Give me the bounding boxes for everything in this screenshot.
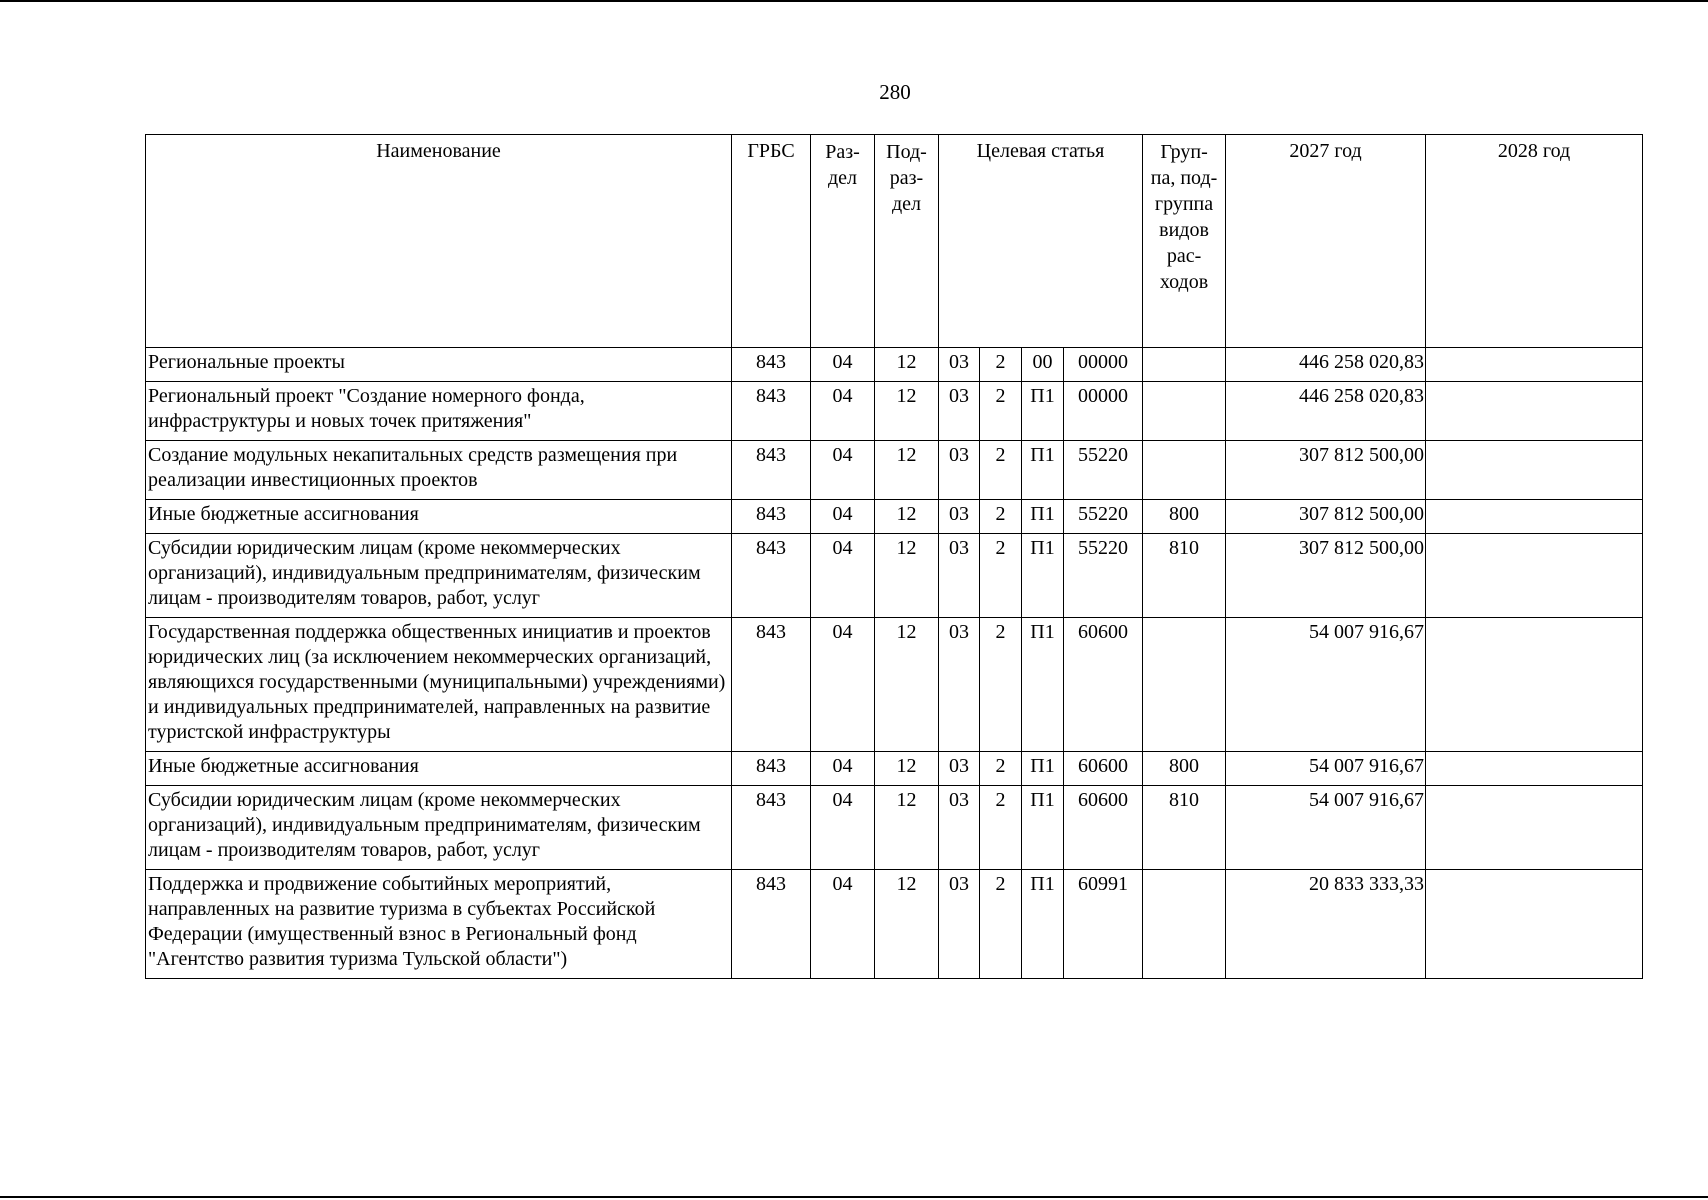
cell-target-program: 03 bbox=[939, 441, 980, 500]
cell-name: Государственная поддержка общественных инициатив и проектов юридических лиц (за исключением некоммерческих организаций, являющихся государственными (муниципальными) учреждениями) и индивидуальных предпринимателей, направленных на развитие туристской инфраструктуры bbox=[146, 618, 732, 752]
cell-razdel: 04 bbox=[811, 786, 875, 870]
cell-razdel: 04 bbox=[811, 618, 875, 752]
header-row bbox=[146, 135, 1643, 348]
cell-target-project: П1 bbox=[1022, 441, 1064, 500]
cell-amount-2027: 307 812 500,00 bbox=[1226, 441, 1426, 500]
cell-name: Создание модульных некапитальных средств размещения при реализации инвестиционных проектов bbox=[146, 441, 732, 500]
header-razdel: Раз- дел bbox=[811, 135, 875, 348]
cell-amount-2027: 20 833 333,33 bbox=[1226, 870, 1426, 979]
cell-target-direction: 60600 bbox=[1064, 752, 1143, 786]
cell-razdel: 04 bbox=[811, 752, 875, 786]
cell-podrazdel: 12 bbox=[875, 752, 939, 786]
cell-target-direction: 55220 bbox=[1064, 500, 1143, 534]
cell-target-project: П1 bbox=[1022, 618, 1064, 752]
cell-amount-2027: 54 007 916,67 bbox=[1226, 618, 1426, 752]
cell-grbs: 843 bbox=[732, 382, 811, 441]
cell-target-direction: 60991 bbox=[1064, 870, 1143, 979]
cell-expense-group: 800 bbox=[1143, 500, 1226, 534]
cell-target-project: П1 bbox=[1022, 786, 1064, 870]
header-grbs: ГРБС bbox=[732, 135, 811, 348]
cell-expense-group bbox=[1143, 348, 1226, 382]
cell-razdel: 04 bbox=[811, 441, 875, 500]
page-top-edge bbox=[0, 0, 1708, 2]
cell-target-program: 03 bbox=[939, 534, 980, 618]
cell-amount-2028 bbox=[1426, 752, 1643, 786]
header-target-article: Целевая статья bbox=[939, 135, 1143, 348]
cell-target-program: 03 bbox=[939, 618, 980, 752]
cell-name: Субсидии юридическим лицам (кроме некоммерческих организаций), индивидуальным предпринимателям, физическим лицам - производителям товаров, работ, услуг bbox=[146, 786, 732, 870]
table-row bbox=[146, 348, 1643, 382]
cell-name: Иные бюджетные ассигнования bbox=[146, 752, 732, 786]
cell-podrazdel: 12 bbox=[875, 500, 939, 534]
table-row bbox=[146, 534, 1643, 618]
cell-target-program: 03 bbox=[939, 786, 980, 870]
cell-target-direction: 60600 bbox=[1064, 786, 1143, 870]
cell-razdel: 04 bbox=[811, 870, 875, 979]
cell-amount-2028 bbox=[1426, 348, 1643, 382]
cell-grbs: 843 bbox=[732, 534, 811, 618]
cell-name: Региональные проекты bbox=[146, 348, 732, 382]
cell-razdel: 04 bbox=[811, 382, 875, 441]
cell-grbs: 843 bbox=[732, 441, 811, 500]
cell-amount-2027: 307 812 500,00 bbox=[1226, 500, 1426, 534]
cell-expense-group: 800 bbox=[1143, 752, 1226, 786]
cell-target-project: П1 bbox=[1022, 870, 1064, 979]
cell-name: Поддержка и продвижение событийных мероприятий, направленных на развитие туризма в субъектах Российской Федерации (имущественный взнос в Региональный фонд "Агентство развития туризма Тульской области") bbox=[146, 870, 732, 979]
cell-target-program: 03 bbox=[939, 500, 980, 534]
cell-amount-2028 bbox=[1426, 382, 1643, 441]
table-row bbox=[146, 870, 1643, 979]
cell-expense-group bbox=[1143, 382, 1226, 441]
cell-amount-2027: 54 007 916,67 bbox=[1226, 786, 1426, 870]
cell-grbs: 843 bbox=[732, 752, 811, 786]
cell-amount-2028 bbox=[1426, 870, 1643, 979]
cell-target-project: П1 bbox=[1022, 752, 1064, 786]
cell-target-type: 2 bbox=[980, 382, 1022, 441]
cell-target-type: 2 bbox=[980, 441, 1022, 500]
cell-name: Региональный проект "Создание номерного фонда, инфраструктуры и новых точек притяжения" bbox=[146, 382, 732, 441]
cell-expense-group: 810 bbox=[1143, 786, 1226, 870]
page-bottom-edge bbox=[0, 1196, 1708, 1198]
header-name: Наименование bbox=[146, 135, 732, 348]
cell-amount-2027: 446 258 020,83 bbox=[1226, 382, 1426, 441]
cell-amount-2028 bbox=[1426, 786, 1643, 870]
cell-podrazdel: 12 bbox=[875, 382, 939, 441]
cell-target-program: 03 bbox=[939, 752, 980, 786]
header-podrazdel: Под- раз- дел bbox=[875, 135, 939, 348]
cell-amount-2028 bbox=[1426, 618, 1643, 752]
cell-amount-2028 bbox=[1426, 500, 1643, 534]
cell-podrazdel: 12 bbox=[875, 534, 939, 618]
cell-grbs: 843 bbox=[732, 618, 811, 752]
header-year-2027: 2027 год bbox=[1226, 135, 1426, 348]
cell-podrazdel: 12 bbox=[875, 870, 939, 979]
cell-target-direction: 55220 bbox=[1064, 534, 1143, 618]
cell-podrazdel: 12 bbox=[875, 348, 939, 382]
cell-amount-2027: 54 007 916,67 bbox=[1226, 752, 1426, 786]
cell-target-type: 2 bbox=[980, 870, 1022, 979]
cell-razdel: 04 bbox=[811, 534, 875, 618]
cell-amount-2027: 307 812 500,00 bbox=[1226, 534, 1426, 618]
cell-target-direction: 55220 bbox=[1064, 441, 1143, 500]
header-expense-group: Груп- па, под- группа видов рас- ходов bbox=[1143, 135, 1226, 348]
cell-target-project: 00 bbox=[1022, 348, 1064, 382]
header-year-2028: 2028 год bbox=[1426, 135, 1643, 348]
cell-target-program: 03 bbox=[939, 348, 980, 382]
cell-target-type: 2 bbox=[980, 500, 1022, 534]
cell-expense-group bbox=[1143, 441, 1226, 500]
cell-podrazdel: 12 bbox=[875, 786, 939, 870]
cell-target-project: П1 bbox=[1022, 382, 1064, 441]
cell-grbs: 843 bbox=[732, 348, 811, 382]
cell-target-program: 03 bbox=[939, 870, 980, 979]
cell-target-type: 2 bbox=[980, 348, 1022, 382]
cell-target-type: 2 bbox=[980, 752, 1022, 786]
cell-target-direction: 60600 bbox=[1064, 618, 1143, 752]
cell-grbs: 843 bbox=[732, 500, 811, 534]
cell-expense-group bbox=[1143, 618, 1226, 752]
cell-target-project: П1 bbox=[1022, 500, 1064, 534]
cell-target-type: 2 bbox=[980, 786, 1022, 870]
cell-name: Субсидии юридическим лицам (кроме некоммерческих организаций), индивидуальным предпринимателям, физическим лицам - производителям товаров, работ, услуг bbox=[146, 534, 732, 618]
table-header bbox=[146, 135, 1643, 348]
table-row bbox=[146, 786, 1643, 870]
cell-grbs: 843 bbox=[732, 870, 811, 979]
cell-amount-2027: 446 258 020,83 bbox=[1226, 348, 1426, 382]
table-row bbox=[146, 441, 1643, 500]
cell-amount-2028 bbox=[1426, 441, 1643, 500]
table-row bbox=[146, 618, 1643, 752]
table-body bbox=[146, 348, 1643, 979]
cell-razdel: 04 bbox=[811, 500, 875, 534]
cell-target-project: П1 bbox=[1022, 534, 1064, 618]
cell-podrazdel: 12 bbox=[875, 441, 939, 500]
cell-amount-2028 bbox=[1426, 534, 1643, 618]
cell-podrazdel: 12 bbox=[875, 618, 939, 752]
cell-target-direction: 00000 bbox=[1064, 348, 1143, 382]
cell-target-type: 2 bbox=[980, 618, 1022, 752]
cell-razdel: 04 bbox=[811, 348, 875, 382]
cell-grbs: 843 bbox=[732, 786, 811, 870]
table-row bbox=[146, 752, 1643, 786]
cell-target-program: 03 bbox=[939, 382, 980, 441]
cell-target-direction: 00000 bbox=[1064, 382, 1143, 441]
cell-expense-group bbox=[1143, 870, 1226, 979]
page-number: 280 bbox=[879, 80, 911, 104]
table-row bbox=[146, 382, 1643, 441]
cell-expense-group: 810 bbox=[1143, 534, 1226, 618]
cell-name: Иные бюджетные ассигнования bbox=[146, 500, 732, 534]
budget-table bbox=[145, 134, 1643, 979]
table-row bbox=[146, 500, 1643, 534]
cell-target-type: 2 bbox=[980, 534, 1022, 618]
